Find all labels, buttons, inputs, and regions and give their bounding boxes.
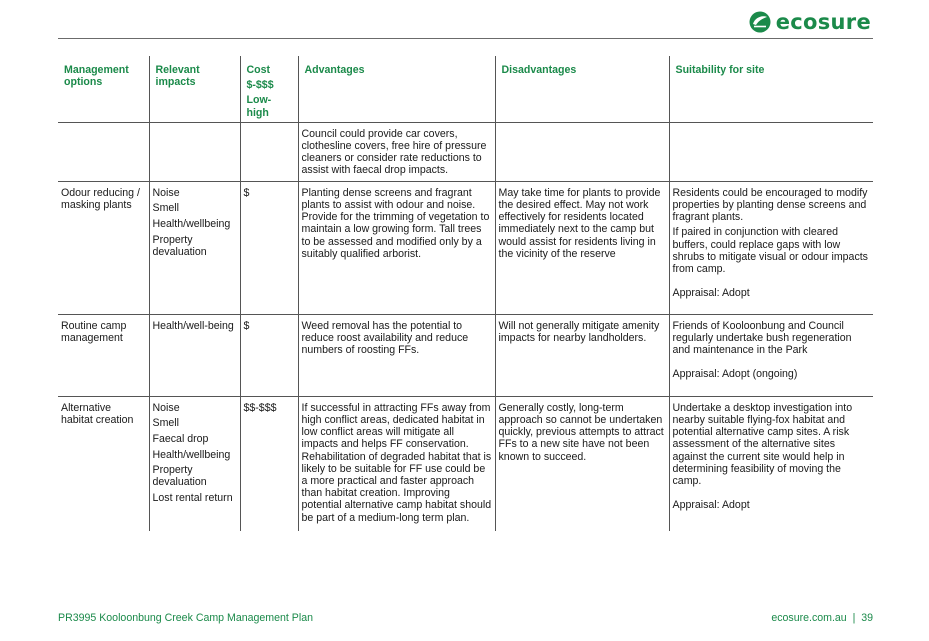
impacts-cell (149, 181, 240, 314)
option-cell: Routine camp management (58, 314, 149, 396)
appraisal-text: Appraisal: Adopt (672, 287, 750, 300)
header-cost (240, 56, 298, 122)
header-cost-title: Cost (246, 64, 271, 76)
suitability-cell (669, 396, 873, 531)
option-cell: Odour reducing / masking plants (58, 181, 149, 314)
impacts-cell (149, 314, 240, 396)
table-row (58, 396, 873, 531)
footer-document-title: PR3995 Kooloonbung Creek Camp Management Plan (58, 612, 314, 624)
disadvantages-cell (495, 122, 669, 181)
header-management-options: Management options (58, 56, 149, 122)
impact-item: Noise (152, 401, 180, 414)
option-cell (58, 122, 149, 181)
advantages-cell: Council could provide car covers, clothesline covers, free hire of pressure cleaners or consider rate reductions to assist with faecal drop impacts. (298, 122, 495, 181)
suitability-text: Friends of Kooloonbung and Council regularly undertake bush regeneration and maintenance in the Park (672, 319, 852, 357)
impacts-cell (149, 122, 240, 181)
header-disadvantages: Disadvantages (495, 56, 669, 122)
disadvantages-cell: Generally costly, long-term approach so cannot be undertaken quickly, previous attempts to attract FFs to a new site have not been known to succeed. (495, 396, 669, 531)
header-advantages: Advantages (298, 56, 495, 122)
table-row (58, 181, 873, 314)
cost-cell: $$-$$$ (240, 396, 298, 531)
option-cell: Alternative habitat creation (61, 401, 134, 427)
logo-text: ecosure (775, 10, 871, 34)
appraisal-text: Appraisal: Adopt (ongoing) (672, 368, 798, 381)
header-cost-range: $-$$$ (246, 79, 274, 92)
header-divider (58, 38, 873, 39)
impact-item: Health/well-being (152, 319, 234, 332)
advantages-cell: If successful in attracting FFs away from high conflict areas, dedicated habitat in low conflict areas will mitigate all impacts and helps FF conservation. Rehabilitation of degraded habitat that is likely to be suitable for FF use could be a more practical and faster approach than habitat creation. Improving potential alternative camp habitat should be part of a medium-long term plan. (298, 396, 495, 531)
brand-logo (749, 10, 871, 34)
cost-cell: $ (240, 181, 298, 314)
advantages-cell: Planting dense screens and fragrant plants to assist with odour and noise. Provide for the trimming of vegetation to maintain a low growing form. Tall trees to be assessed and modified only by a suitably qualified arborist. (298, 181, 495, 314)
impact-item: Faecal drop (152, 433, 209, 445)
suitability-text: Residents could be encouraged to modify properties by planting dense screens and fragrant plants. (672, 186, 868, 224)
ecosure-leaf-icon (749, 11, 771, 33)
impact-item: Smell (152, 417, 179, 430)
table-header-row (58, 56, 873, 122)
footer-site-page: ecosure.com.au | 39 (771, 612, 873, 624)
impact-item: Property devaluation (152, 233, 207, 258)
header-cost-scale: Low-high (246, 94, 272, 119)
management-options-table (58, 56, 873, 531)
impacts-cell (149, 396, 240, 531)
cost-cell (240, 122, 298, 181)
impact-item: Lost rental return (152, 491, 233, 504)
suitability-cell (669, 122, 873, 181)
suitability-cell (669, 181, 873, 314)
suitability-text: Undertake a desktop investigation into nearby suitable flying-fox habitat and potential alternative camp sites. A risk assessment of the alternative sites against the current site would help in determining feasibility of moving the camp. (672, 401, 853, 488)
disadvantages-cell: Will not generally mitigate amenity impacts for nearby landholders. (495, 314, 669, 396)
impact-item: Health/wellbeing (152, 218, 231, 230)
cost-cell: $ (240, 314, 298, 396)
impact-item: Health/wellbeing (152, 448, 231, 461)
table-row (58, 122, 873, 181)
impact-item: Noise (152, 186, 180, 199)
advantages-cell: Weed removal has the potential to reduce roost availability and reduce numbers of roosting FFs. (298, 314, 495, 396)
suitability-cell (669, 314, 873, 396)
disadvantages-cell: May take time for plants to provide the desired effect. May not work effectively for residents located immediately next to the camp but would assist for residents living in the vicinity of the reserve (495, 181, 669, 314)
header-relevant-impacts: Relevant impacts (149, 56, 240, 122)
impact-item: Smell (152, 202, 179, 215)
suitability-text: If paired in conjunction with cleared buffers, could replace gaps with low shrubs to mitigate visual or odour impacts from camp. (672, 226, 868, 276)
table-row (58, 314, 873, 396)
impact-item: Property devaluation (152, 464, 207, 489)
appraisal-text: Appraisal: Adopt (672, 499, 750, 512)
header-suitability: Suitability for site (669, 56, 873, 122)
